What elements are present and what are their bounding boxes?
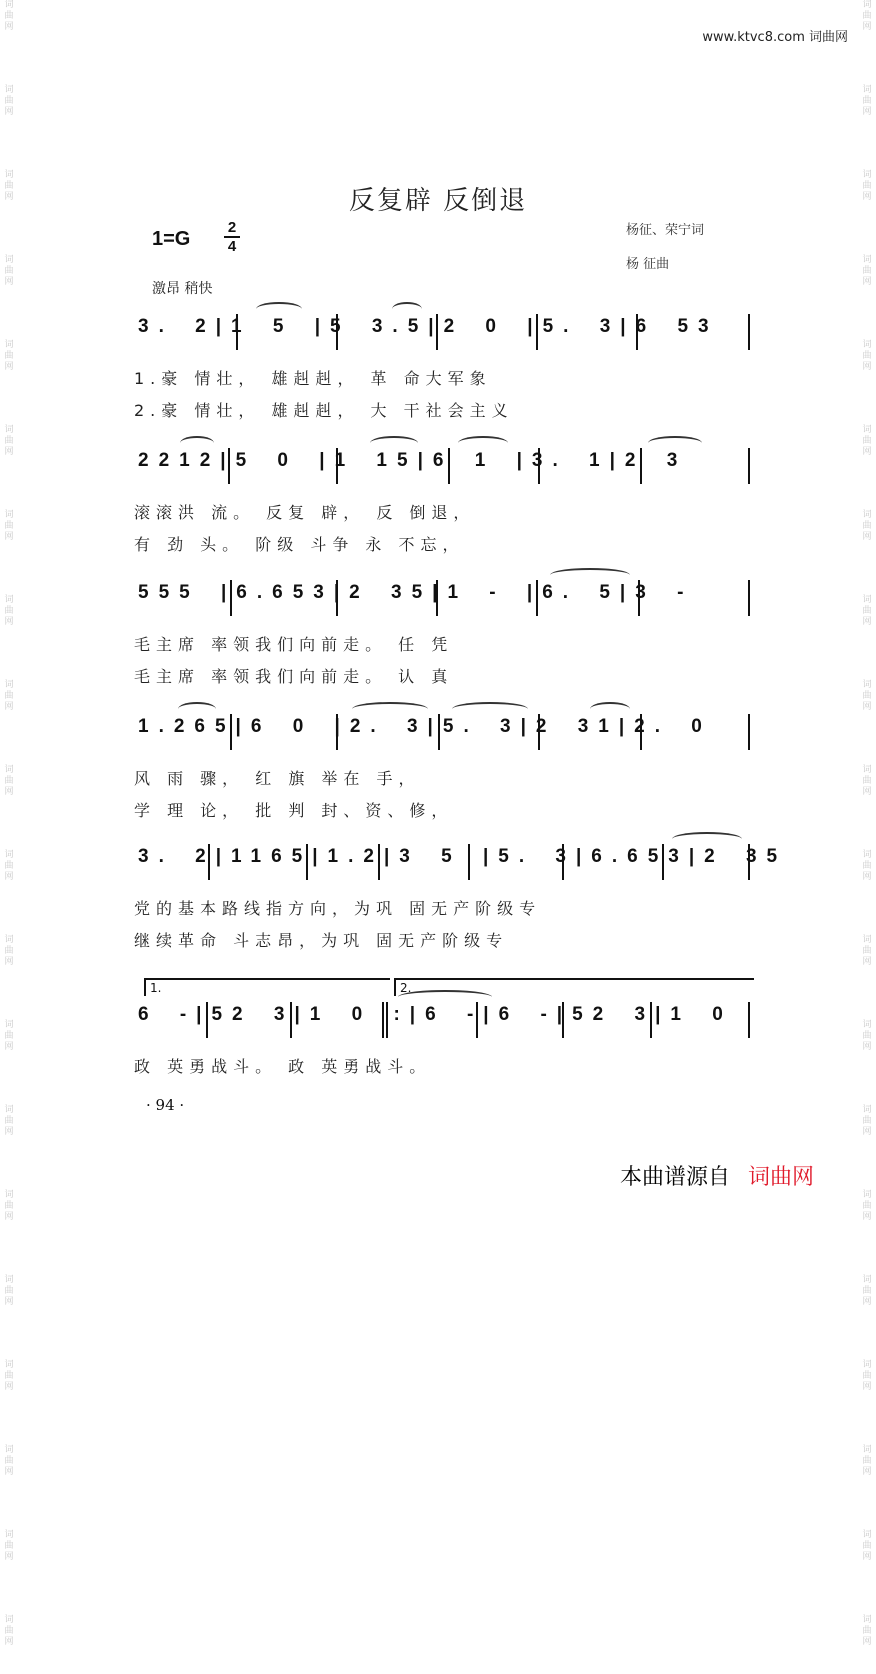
watermark-glyph: 曲: [4, 946, 14, 956]
watermark-gap: [860, 1308, 874, 1334]
watermark-gap: [860, 1563, 874, 1589]
key-signature: 1=G: [152, 228, 191, 250]
watermark-glyph: 曲: [862, 861, 872, 871]
watermark-gap: [2, 1563, 16, 1589]
watermark-glyph: 曲: [862, 1201, 872, 1211]
lyrics-verse-2: 学 理 论， 批 判 封、资、修，: [134, 801, 454, 820]
watermark-glyph: 网: [4, 277, 14, 287]
slur: [398, 990, 492, 1004]
watermark-glyph: 曲: [4, 1626, 14, 1636]
watermark-glyph: 网: [4, 1127, 14, 1137]
watermark-glyph: 曲: [4, 266, 14, 276]
lyrics-verse-2: 毛主席 率领我们向前走。 认 真: [134, 667, 454, 686]
watermark-gap: [860, 798, 874, 824]
score-system-4: [130, 712, 760, 852]
slur: [352, 702, 428, 716]
watermark-gap: [2, 1138, 16, 1164]
watermark-gap: [2, 1223, 16, 1249]
score-system-5: [130, 842, 788, 982]
watermark-glyph: 词: [862, 1445, 872, 1455]
watermark-glyph: 曲: [862, 1116, 872, 1126]
slur: [648, 436, 702, 450]
watermark-glyph: 网: [4, 872, 14, 882]
watermark-glyph: 网: [862, 1637, 872, 1647]
source-credit: [620, 1160, 814, 1191]
watermark-glyph: 词: [4, 255, 14, 265]
watermark-glyph: 词: [862, 510, 872, 520]
watermark-glyph: 网: [862, 872, 872, 882]
lyrics-verse-1: 毛主席 率领我们向前走。 任 凭: [134, 635, 454, 654]
score-system-2: [130, 446, 760, 586]
lyrics-verse-1: 党的基本路线指方向，为巩 固无产阶级专: [134, 899, 542, 918]
lyrics-verse-1: 政 英勇战斗。 政 英勇战斗。: [134, 1057, 432, 1076]
score-system-3: [130, 578, 760, 718]
watermark-glyph: 词: [4, 850, 14, 860]
watermark-glyph: 词: [4, 1615, 14, 1625]
watermark-glyph: 网: [4, 1467, 14, 1477]
lyrics-verse-2: 继续革命 斗志昂，为巩 固无产阶级专: [134, 931, 509, 950]
watermark-glyph: 词: [862, 1190, 872, 1200]
watermark-gap: [2, 288, 16, 314]
watermark-glyph: 网: [862, 957, 872, 967]
watermark-glyph: 曲: [4, 1116, 14, 1126]
notation-line: 6 -|52 3|1 0 :|6 -|6 -|52 3|1 0: [138, 1004, 733, 1025]
watermark-glyph: 词: [862, 595, 872, 605]
watermark-glyph: 网: [862, 1297, 872, 1307]
watermark-glyph: 词: [4, 510, 14, 520]
watermark-glyph: 网: [4, 787, 14, 797]
watermark-glyph: 网: [4, 1382, 14, 1392]
watermark-gap: [2, 33, 16, 59]
song-title: 反复辟 反倒退: [348, 186, 528, 216]
watermark-glyph: 网: [862, 362, 872, 372]
watermark-glyph: 词: [862, 255, 872, 265]
watermark-glyph: 曲: [862, 1371, 872, 1381]
meter-bottom: 4: [227, 238, 237, 255]
slur: [370, 436, 418, 450]
watermark-glyph: 词: [862, 935, 872, 945]
watermark-glyph: 词: [862, 1360, 872, 1370]
notation-line: 3. 2|1165|1.2|3 5 |5. 3|6.653|2 35: [138, 846, 788, 867]
watermark-glyph: 网: [862, 192, 872, 202]
watermark-glyph: 曲: [4, 1031, 14, 1041]
watermark-glyph: 网: [4, 1212, 14, 1222]
watermark-glyph: 曲: [862, 946, 872, 956]
watermark-glyph: 网: [862, 787, 872, 797]
watermark-gap: [2, 1478, 16, 1504]
slur: [458, 436, 508, 450]
watermark-glyph: 网: [4, 617, 14, 627]
watermark-glyph: 网: [862, 1382, 872, 1392]
slur: [452, 702, 528, 716]
lyrics-verse-2: 2.豪 情壮， 雄赳赳， 大 干社会主义: [134, 401, 514, 420]
watermark-glyph: 网: [862, 107, 872, 117]
watermark-glyph: 曲: [862, 181, 872, 191]
watermark-glyph: 网: [862, 617, 872, 627]
watermark-glyph: 网: [4, 1637, 14, 1647]
watermark-gap: [2, 373, 16, 399]
watermark-glyph: 词: [4, 85, 14, 95]
watermark-gap: [860, 33, 874, 59]
watermark-glyph: 词: [862, 1530, 872, 1540]
watermark-glyph: 词: [862, 170, 872, 180]
credits: [626, 214, 704, 282]
watermark-glyph: 网: [862, 1042, 872, 1052]
watermark-gap: [2, 883, 16, 909]
watermark-glyph: 网: [862, 1212, 872, 1222]
watermark-glyph: 词: [4, 1190, 14, 1200]
watermark-glyph: 曲: [4, 1371, 14, 1381]
watermark-gap: [860, 968, 874, 994]
watermark-gap: [2, 713, 16, 739]
watermark-glyph: 网: [4, 702, 14, 712]
watermark-glyph: 曲: [862, 1456, 872, 1466]
watermark-gap: [2, 1393, 16, 1419]
watermark-gap: [860, 1648, 874, 1674]
watermark-gap: [860, 1223, 874, 1249]
watermark-glyph: 曲: [4, 521, 14, 531]
watermark-glyph: 曲: [4, 1541, 14, 1551]
watermark-glyph: 曲: [4, 1286, 14, 1296]
notation-line: 555 |6.653|2 35|1 - |6. 5|3 -: [138, 582, 694, 603]
watermark-gap: [2, 118, 16, 144]
watermark-glyph: 网: [862, 702, 872, 712]
tempo-marking: 激昂 稍快: [152, 281, 213, 297]
watermark-glyph: 词: [862, 1105, 872, 1115]
source-prefix: 本曲谱源自: [620, 1165, 731, 1190]
watermark-glyph: 词: [4, 1275, 14, 1285]
watermark-glyph: 曲: [4, 1456, 14, 1466]
score-system-1: [130, 312, 760, 452]
watermark-gap: [860, 458, 874, 484]
watermark-glyph: 词: [862, 680, 872, 690]
watermark-glyph: 曲: [4, 606, 14, 616]
watermark-glyph: 曲: [4, 691, 14, 701]
slur: [178, 702, 216, 716]
notation-line: 1.265|6 0 |2. 3|5. 3|2 31|2. 0: [138, 716, 712, 737]
second-ending-bracket: 2.: [394, 978, 754, 996]
watermark-glyph: 词: [4, 425, 14, 435]
watermark-glyph: 词: [4, 935, 14, 945]
watermark-gap: [2, 1308, 16, 1334]
watermark-glyph: 曲: [862, 606, 872, 616]
watermark-glyph: 曲: [4, 861, 14, 871]
watermark-gap: [2, 543, 16, 569]
watermark-glyph: 词: [4, 765, 14, 775]
watermark-glyph: 网: [4, 1552, 14, 1562]
watermark-glyph: 词: [4, 1530, 14, 1540]
watermark-glyph: 曲: [4, 96, 14, 106]
watermark-gap: [860, 1478, 874, 1504]
watermark-glyph: 曲: [862, 1031, 872, 1041]
slur: [590, 702, 630, 716]
site-url[interactable]: www.ktvc8.com 词曲网: [702, 30, 848, 45]
watermark-glyph: 词: [4, 680, 14, 690]
watermark-glyph: 词: [4, 1020, 14, 1030]
watermark-glyph: 词: [862, 0, 872, 10]
watermark-glyph: 词: [4, 340, 14, 350]
watermark-gap: [2, 798, 16, 824]
watermark-glyph: 词: [862, 850, 872, 860]
slur: [672, 832, 742, 846]
slur: [180, 436, 214, 450]
watermark-gap: [860, 1053, 874, 1079]
watermark-glyph: 曲: [4, 181, 14, 191]
watermark-glyph: 网: [4, 957, 14, 967]
watermark-glyph: 网: [4, 22, 14, 32]
watermark-gap: [860, 628, 874, 654]
watermark-glyph: 词: [4, 1445, 14, 1455]
watermark-glyph: 词: [4, 1105, 14, 1115]
page-number: · 94 ·: [146, 1096, 185, 1114]
watermark-glyph: 曲: [862, 351, 872, 361]
watermark-glyph: 词: [862, 1275, 872, 1285]
watermark-glyph: 曲: [862, 521, 872, 531]
lyrics-verse-2: 有 劲 头。 阶级 斗争 永 不忘，: [134, 535, 465, 554]
watermark-glyph: 词: [862, 1615, 872, 1625]
watermark-glyph: 网: [4, 107, 14, 117]
watermark-glyph: 曲: [862, 96, 872, 106]
watermark-glyph: 网: [4, 1297, 14, 1307]
watermark-gap: [860, 543, 874, 569]
watermark-gap: [860, 1393, 874, 1419]
watermark-gap: [860, 883, 874, 909]
watermark-glyph: 网: [862, 1127, 872, 1137]
watermark-gap: [2, 628, 16, 654]
watermark-glyph: 网: [4, 1042, 14, 1052]
watermark-glyph: 词: [862, 85, 872, 95]
watermark-glyph: 网: [862, 22, 872, 32]
watermark-glyph: 网: [862, 1467, 872, 1477]
watermark-glyph: 曲: [862, 11, 872, 21]
watermark-gap: [860, 373, 874, 399]
watermark-glyph: 网: [4, 447, 14, 457]
watermark-glyph: 词: [4, 1360, 14, 1370]
watermark-glyph: 网: [862, 1552, 872, 1562]
notation-line: 2212|5 0 |1 15|6 1 |3. 1|2 3: [138, 450, 688, 471]
watermark-glyph: 网: [862, 532, 872, 542]
lyrics-verse-1: 1.豪 情壮， 雄赳赳， 革 命大军象: [134, 369, 492, 388]
meter-top: 2: [227, 219, 237, 236]
watermark-gap: [2, 968, 16, 994]
watermark-glyph: 曲: [862, 436, 872, 446]
slur: [392, 302, 422, 316]
watermark-glyph: 曲: [862, 266, 872, 276]
watermark-gap: [860, 713, 874, 739]
watermark-glyph: 曲: [862, 1626, 872, 1636]
watermark-glyph: 词: [4, 595, 14, 605]
time-signature: [224, 220, 240, 254]
source-brand-link[interactable]: 词曲网: [748, 1165, 815, 1190]
watermark-glyph: 词: [862, 340, 872, 350]
watermark-glyph: 曲: [4, 776, 14, 786]
watermark-glyph: 曲: [862, 1541, 872, 1551]
slur: [256, 302, 302, 316]
watermark-glyph: 词: [862, 425, 872, 435]
watermark-gap: [2, 1053, 16, 1079]
watermark-gap: [2, 1648, 16, 1674]
watermark-glyph: 曲: [4, 436, 14, 446]
watermark-gap: [2, 458, 16, 484]
watermark-gap: [860, 118, 874, 144]
watermark-glyph: 词: [4, 170, 14, 180]
watermark-glyph: 曲: [4, 351, 14, 361]
watermark-glyph: 词: [4, 0, 14, 10]
watermark-glyph: 曲: [862, 1286, 872, 1296]
watermark-glyph: 网: [4, 532, 14, 542]
watermark-glyph: 词: [862, 765, 872, 775]
watermark-glyph: 网: [862, 277, 872, 287]
watermark-glyph: 曲: [862, 776, 872, 786]
slur: [550, 568, 630, 582]
watermark-gap: [860, 1138, 874, 1164]
first-ending-bracket: 1.: [144, 978, 390, 996]
watermark-gap: [860, 288, 874, 314]
notation-line: 3. 2|1 5 |5 3.5|2 0 |5. 3|6 53: [138, 316, 719, 337]
composer-credit: 杨 征曲: [626, 257, 670, 272]
lyricist-credit: 杨征、荣宁词: [626, 223, 705, 238]
lyrics-verse-1: 滚滚洪 流。 反复 辟， 反 倒退，: [134, 503, 476, 522]
watermark-glyph: 网: [4, 362, 14, 372]
watermark-glyph: 网: [862, 447, 872, 457]
watermark-glyph: 词: [862, 1020, 872, 1030]
watermark-glyph: 曲: [4, 11, 14, 21]
lyrics-verse-1: 风 雨 骤， 红 旗 举在 手，: [134, 769, 421, 788]
watermark-glyph: 网: [4, 192, 14, 202]
score-system-6: [130, 981, 760, 1140]
watermark-glyph: 曲: [4, 1201, 14, 1211]
watermark-glyph: 曲: [862, 691, 872, 701]
